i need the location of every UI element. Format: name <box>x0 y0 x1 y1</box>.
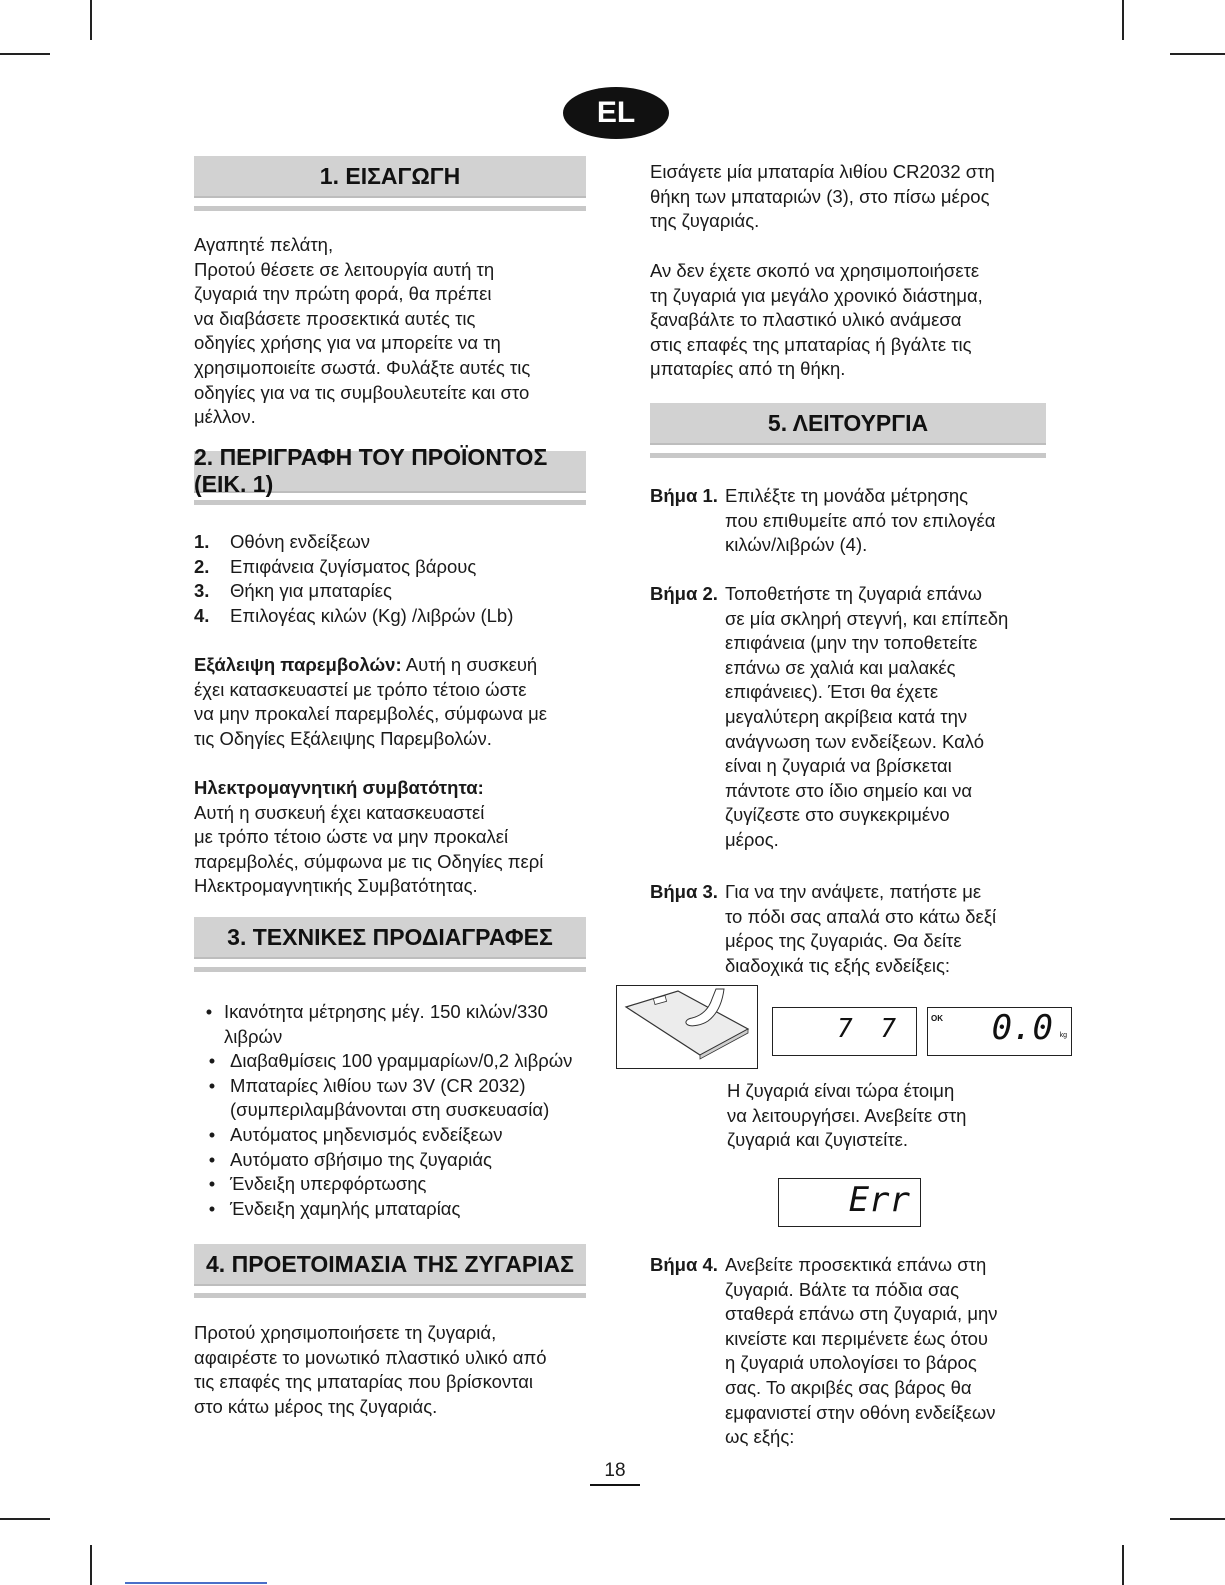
lcd-zero-reading: 0.0 <box>991 1008 1053 1048</box>
step-3: Βήμα 3. Για να την ανάψετε, πατήστε με το πόδι σας απαλά στο κάτω δεξί μέρος της ζυγαριάς. Θα δείτε διαδοχικά τις εξής ενδείξεις: <box>650 881 997 976</box>
language-badge: EL <box>563 87 669 139</box>
crop-mark <box>1170 1518 1225 1520</box>
lcd-ok-indicator: OK <box>931 1014 943 1023</box>
section-rule <box>194 1293 586 1298</box>
step-2: Βήμα 2. Τοποθετήστε τη ζυγαριά επάνω σε μία σκληρή στεγνή, και επίπεδη επιφάνεια (μην την τοποθετείτε επάνω σε χαλιά και μαλακές επιφάνειες). Έτσι θα έχετε μεγαλύτερη ακρίβεια κατά την ανάγνωση των ενδείξεων. Καλό είναι η ζυγαριά να βρίσκεται πάντοτε στο ίδιο σημείο και να ζυγίζεστε στο συγκεκριμένο μέρος. <box>650 583 1009 850</box>
section-rule <box>194 206 586 211</box>
section-rule <box>650 453 1046 458</box>
list-item: • Ένδειξη χαμηλής μπαταρίας <box>208 1197 461 1219</box>
crop-mark <box>1122 1545 1124 1585</box>
section-heading-specifications: 3. ΤΕΧΝΙΚΕΣ ΠΡΟΔΙΑΓΡΑΦΕΣ <box>194 917 586 959</box>
section-rule <box>194 500 586 505</box>
footer-link-underline <box>125 1582 267 1584</box>
interference-text: Εξάλειψη παρεμβολών: Αυτή η συσκευή έχει κατασκευαστεί με τρόπο τέτοιο ώστε να μην προκαλεί παρεμβολές, σύμφωνα με τις Οδηγίες Εξάλειψης Παρεμβολών. <box>194 654 547 749</box>
list-item: • Αυτόματος μηδενισμός ενδείξεων <box>208 1123 503 1145</box>
page-number: 18 <box>590 1460 640 1486</box>
lcd-error-reading: Err <box>848 1180 910 1220</box>
step-4: Βήμα 4. Ανεβείτε προσεκτικά επάνω στη ζυγαριά. Βάλτε τα πόδια σας σταθερά επάνω στη ζυγαριά, μην κινείστε και περιμένετε έως ότου η ζυγαριά υπολογίσει το βάρος σας. Το ακριβές σας βάρος θα εμφανιστεί στην οθόνη ενδείξεων ως εξής: <box>650 1254 998 1448</box>
crop-mark <box>0 53 50 55</box>
lcd-display-zero <box>927 1007 1072 1056</box>
lcd-display-error <box>778 1178 921 1227</box>
list-item: 2. Επιφάνεια ζυγίσματος βάρους <box>194 555 477 577</box>
list-item: 4. Επιλογέας κιλών (Kg) /λιβρών (Lb) <box>194 604 514 626</box>
storage-text: Αν δεν έχετε σκοπό να χρησιμοποιήσετε τη ζυγαριά για μεγάλο χρονικό διάστημα, ξαναβάλτε το πλαστικό υλικό ανάμεσα στις επαφές της μπαταρίας ή βγάλτε τις μπαταρίες από τη θήκη. <box>650 260 983 380</box>
list-item: 3. Θήκη για μπαταρίες <box>194 580 392 602</box>
scale-illustration <box>616 985 758 1069</box>
crop-mark <box>0 1518 50 1520</box>
section-heading-operation: 5. ΛΕΙΤΟΥΡΓΙΑ <box>650 403 1046 445</box>
preparation-text: Προτού χρησιμοποιήσετε τη ζυγαριά, αφαιρέστε το μονωτικό πλαστικό υλικό από τις επαφές της μπαταρίας που βρίσκονται στο κάτω μέρος της ζυγαριάς. <box>194 1322 547 1417</box>
section-rule <box>194 967 586 972</box>
crop-mark <box>1170 53 1225 55</box>
list-item: • Ικανότητα μέτρησης μέγ. 150 κιλών/330 λιβρών <box>205 1001 548 1047</box>
section-heading-introduction: 1. ΕΙΣΑΓΩΓΗ <box>194 156 586 198</box>
lcd-startup-reading: 7 7 <box>837 1014 902 1044</box>
intro-text: Αγαπητέ πελάτη, Προτού θέσετε σε λειτουργία αυτή τη ζυγαριά την πρώτη φορά, θα πρέπει να διαβάσετε προσεκτικά αυτές τις οδηγίες χρήσης για να μπορείτε να τη χρησιμοποιείτε σωστά. Φυλάξτε αυτές τις οδηγίες για να τις συμβουλευτείτε και στο μέλλον. <box>194 234 531 428</box>
list-item: • Μπαταρίες λιθίου των 3V (CR 2032) (συμπεριλαμβάνονται στη συσκευασία) <box>208 1074 550 1121</box>
crop-mark <box>90 0 92 40</box>
list-item: 1. Οθόνη ενδείξεων <box>194 531 371 552</box>
crop-mark <box>90 1545 92 1585</box>
section-heading-product-description: 2. ΠΕΡΙΓΡΑΦΗ ΤΟΥ ΠΡΟΪΟΝΤΟΣ (ΕΙΚ. 1) <box>194 451 586 493</box>
step-1: Βήμα 1. Επιλέξτε τη μονάδα μέτρησης που επιθυμείτε από τον επιλογέα κιλών/λιβρών (4). <box>650 485 996 556</box>
section-heading-preparation: 4. ΠΡΟΕΤΟΙΜΑΣΙΑ ΤΗΣ ΖΥΓΑΡΙΑΣ <box>194 1244 586 1286</box>
crop-mark <box>1122 0 1124 40</box>
emc-text: Ηλεκτρομαγνητική συμβατότητα: Αυτή η συσκευή έχει κατασκευαστεί με τρόπο τέτοιο ώστε να μην προκαλεί παρεμβολές, σύμφωνα με τις Οδηγίες περί Ηλεκτρομαγνητικής Συμβατότητας. <box>194 777 544 897</box>
lcd-display-startup <box>772 1007 917 1056</box>
ready-text: Η ζυγαριά είναι τώρα έτοιμη να λειτουργήσει. Ανεβείτε στη ζυγαριά και ζυγιστείτε. <box>727 1080 967 1151</box>
list-item: • Ένδειξη υπερφόρτωσης <box>208 1173 427 1195</box>
list-item: • Διαβαθμίσεις 100 γραμμαρίων/0,2 λιβρών <box>208 1050 573 1072</box>
specs-list <box>194 1000 614 1221</box>
list-item: • Αυτόματο σβήσιμο της ζυγαριάς <box>208 1148 492 1170</box>
lcd-unit-indicator: kg <box>1059 1032 1067 1039</box>
parts-list <box>194 530 594 628</box>
battery-text: Εισάγετε μία μπαταρία λιθίου CR2032 στη θήκη των μπαταριών (3), στο πίσω μέρος της ζυγαριάς. <box>650 161 995 232</box>
